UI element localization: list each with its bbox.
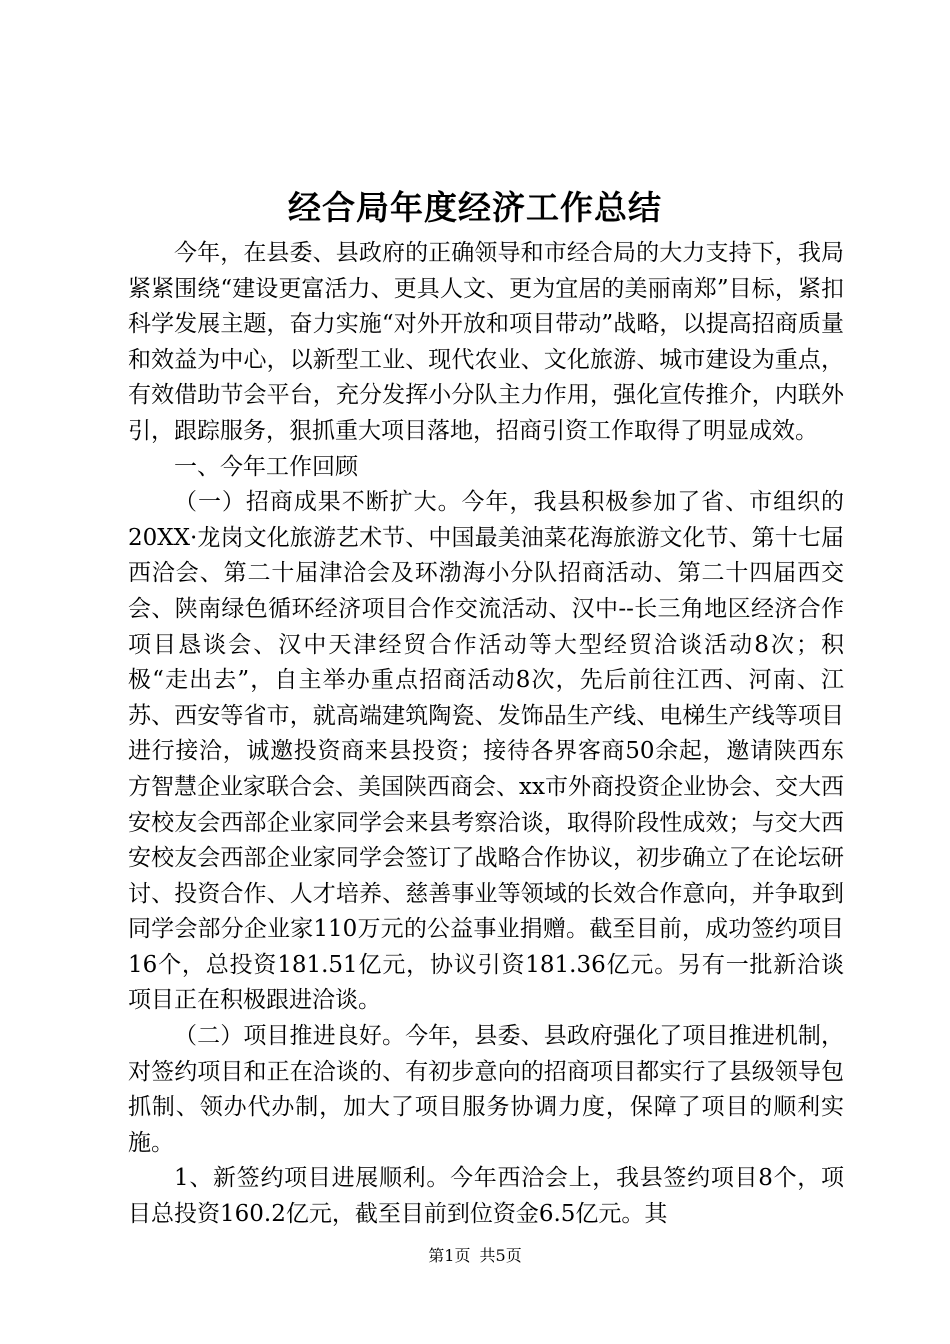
paragraph-intro: 今年，在县委、县政府的正确领导和市经合局的大力支持下，我局紧紧围绕“建设更富活力、更具人文、更为宜居的美丽南郑”目标，紧扣科学发展主题，奋力实施“对外开放和项目带动”战略，以提高招商质量和效益为中心，以新型工业、现代农业、文化旅游、城市建设为重点，有效借助节会平台，充分发挥小分队主力作用，强化宣传推介，内联外引，跟踪服务，狠抓重大项目落地，招商引资工作取得了明显成效。 [128,240,844,444]
document-title: 经合局年度经济工作总结 [288,188,662,227]
paragraph-investment-results: （一）招商成果不断扩大。今年，我县积极参加了省、市组织的20XX·龙岗文化旅游艺术节、中国最美油菜花海旅游文化节、第十七届西洽会、第二十届津洽会及环渤海小分队招商活动、第二十四届西交会、陕南绿色循环经济项目合作交流活动、汉中--长三角地区经济合作项目恳谈会、汉中天津经贸合作活动等大型经贸洽谈活动8次；积极“走出去”，自主举办重点招商活动8次，先后前往江西、河南、江苏、西安等省市，就高端建筑陶瓷、发饰品生产线、电梯生产线等项目进行接洽，诚邀投资商来县投资；接待各界客商50余起，邀请陕西东方智慧企业家联合会、美国陕西商会、xx市外商投资企业协会、交大西安校友会西部企业家同学会来县考察洽谈，取得阶段性成效；与交大西安校友会西部企业家同学会签订了战略合作协议，初步确立了在论坛研讨、投资合作、人才培养、慈善事业等领域的长效合作意向，并争取到同学会部分企业家110万元的公益事业捐赠。截至目前，成功签约项目16个，总投资181.51亿元，协议引资181.36亿元。另有一批新洽谈项目正在积极跟进洽谈。 [128,489,844,1014]
paragraph-project-progress: （二）项目推进良好。今年，县委、县政府强化了项目推进机制，对签约项目和正在洽谈的、有初步意向的招商项目都实行了县级领导包抓制、领办代办制，加大了项目服务协调力度，保障了项目的顺利实施。 [128,1023,844,1156]
page-footer [0,1245,950,1267]
document-body [128,236,844,1233]
page-total: 共5页 [479,1246,522,1265]
paragraph-new-projects: 1、新签约项目进展顺利。今年西洽会上，我县签约项目8个，项目总投资160.2亿元，截至目前到位资金6.5亿元。其 [128,1165,844,1228]
page-number: 第1页 [428,1246,471,1265]
section-heading-review: 一、今年工作回顾 [174,453,358,480]
